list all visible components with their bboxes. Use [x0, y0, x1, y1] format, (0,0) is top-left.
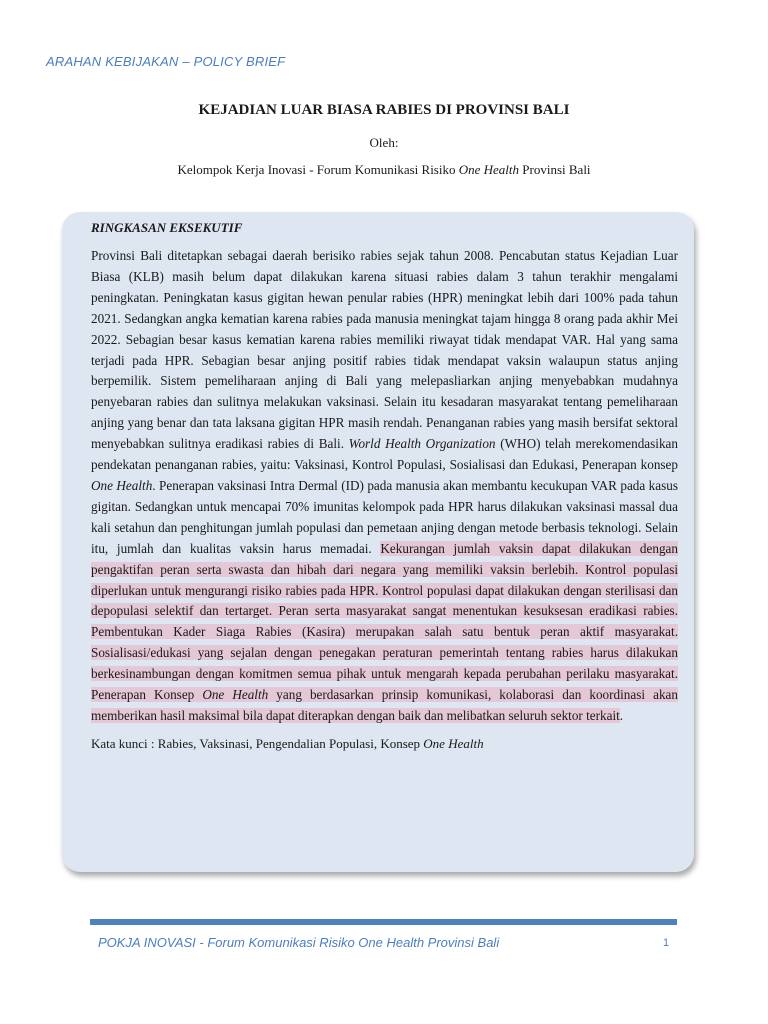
- keywords-one-health: One Health: [423, 735, 484, 751]
- summary-part-4: .: [619, 707, 624, 723]
- footer-rule: [90, 919, 677, 925]
- footer-text: POKJA INOVASI - Forum Komunikasi Risiko One Health Provinsi Bali: [98, 935, 500, 950]
- executive-summary-box: [62, 212, 694, 872]
- byline-oleh: Oleh:: [369, 135, 399, 150]
- summary-part-3: . Penerapan vaksinasi Intra Dermal (ID) pada manusia akan membantu kecukupan VAR pada kasus gigitan. Sedangkan untuk mencapai 70% imunitas kelompok pada HPR harus dilakukan vaksinasi massal dua kali setahun dan penghitungan jumlah populasi dan pemetaan anjing dengan metode berbasis teknologi. Selain itu, jumlah dan kualitas vaksin harus memadai.: [91, 477, 678, 556]
- keywords-prefix: Kata kunci : Rabies, Vaksinasi, Pengendalian Populasi, Konsep: [91, 735, 424, 751]
- authors-prefix: Kelompok Kerja Inovasi - Forum Komunikasi Risiko: [177, 162, 459, 177]
- document-title: KEJADIAN LUAR BIASA RABIES DI PROVINSI BALI: [198, 102, 570, 118]
- summary-one-health-1: One Health: [91, 477, 153, 493]
- authors-suffix: Provinsi Bali: [519, 162, 591, 177]
- summary-highlight-2: yang berdasarkan prinsip komunikasi, kolaborasi dan koordinasi akan memberikan hasil maksimal bila dapat diterapkan dengan baik dan melibatkan seluruh sektor terkait: [91, 687, 678, 723]
- policy-brief-label: ARAHAN KEBIJAKAN – POLICY BRIEF: [46, 54, 286, 69]
- authors-line: [0, 162, 768, 178]
- executive-summary-text: [91, 246, 678, 727]
- summary-one-health-2: One Health: [202, 687, 269, 703]
- executive-summary-heading: RINGKASAN EKSEKUTIF: [91, 220, 243, 235]
- summary-part-1: Provinsi Bali ditetapkan sebagai daerah berisiko rabies sejak tahun 2008. Pencabutan status Kejadian Luar Biasa (KLB) masih belum dapat dilakukan karena situasi rabies dalam 3 tahun terakhir mengalami peningkatan. Peningkatan kasus gigitan hewan penular rabies (HPR) meningkat lebih dari 100% pada tahun 2021. Sedangkan angka kematian karena rabies pada manusia meningkat tajam hingga 8 orang pada akhir Mei 2022. Sebagian besar kasus kematian karena rabies memiliki riwayat tidak mendapat VAR. Hal yang sama terjadi pada HPR. Sebagian besar anjing positif rabies tidak mendapat vaksin walaupun status anjing berpemilik. Sistem pemeliharaan anjing di Bali yang melepasliarkan anjing menyebabkan mudahnya penyebaran rabies dan sulitnya melakukan vaksinasi. Selain itu kesadaran masyarakat tentang pemeliharaan anjing yang benar dan tata laksana gigitan HPR masih rendah. Penanganan rabies yang masih bersifat sektoral menyebabkan sulitnya eradikasi rabies di Bali.: [91, 248, 678, 452]
- page-number: 1: [663, 937, 670, 949]
- summary-part-2: (WHO) telah merekomendasikan pendekatan penanganan rabies, yaitu: Vaksinasi, Kontrol Populasi, Sosialisasi dan Edukasi, Penerapan konsep: [91, 436, 678, 473]
- summary-who: World Health Organization: [348, 436, 496, 452]
- summary-highlight-1: Kekurangan jumlah vaksin dapat dilakukan dengan pengaktifan peran serta swasta dan hibah dari negara yang memiliki vaksin berlebih. Kontrol populasi diperlukan untuk mengurangi risiko rabies pada HPR. Kontrol populasi dapat dilakukan dengan sterilisasi dan depopulasi selektif dan tertarget. Peran serta masyarakat sangat menentukan kesuksesan eradikasi rabies. Pembentukan Kader Siaga Rabies (Kasira) merupakan salah satu bentuk peran aktif masyarakat. Sosialisasi/edukasi yang sejalan dengan penegakan peraturan pemerintah tentang rabies harus dilakukan berkesinambungan dengan komitmen semua pihak untuk mengarah kepada perubahan perilaku masyarakat. Penerapan Konsep: [91, 540, 678, 703]
- authors-one-health: One Health: [458, 162, 520, 177]
- keywords-line: [91, 736, 678, 752]
